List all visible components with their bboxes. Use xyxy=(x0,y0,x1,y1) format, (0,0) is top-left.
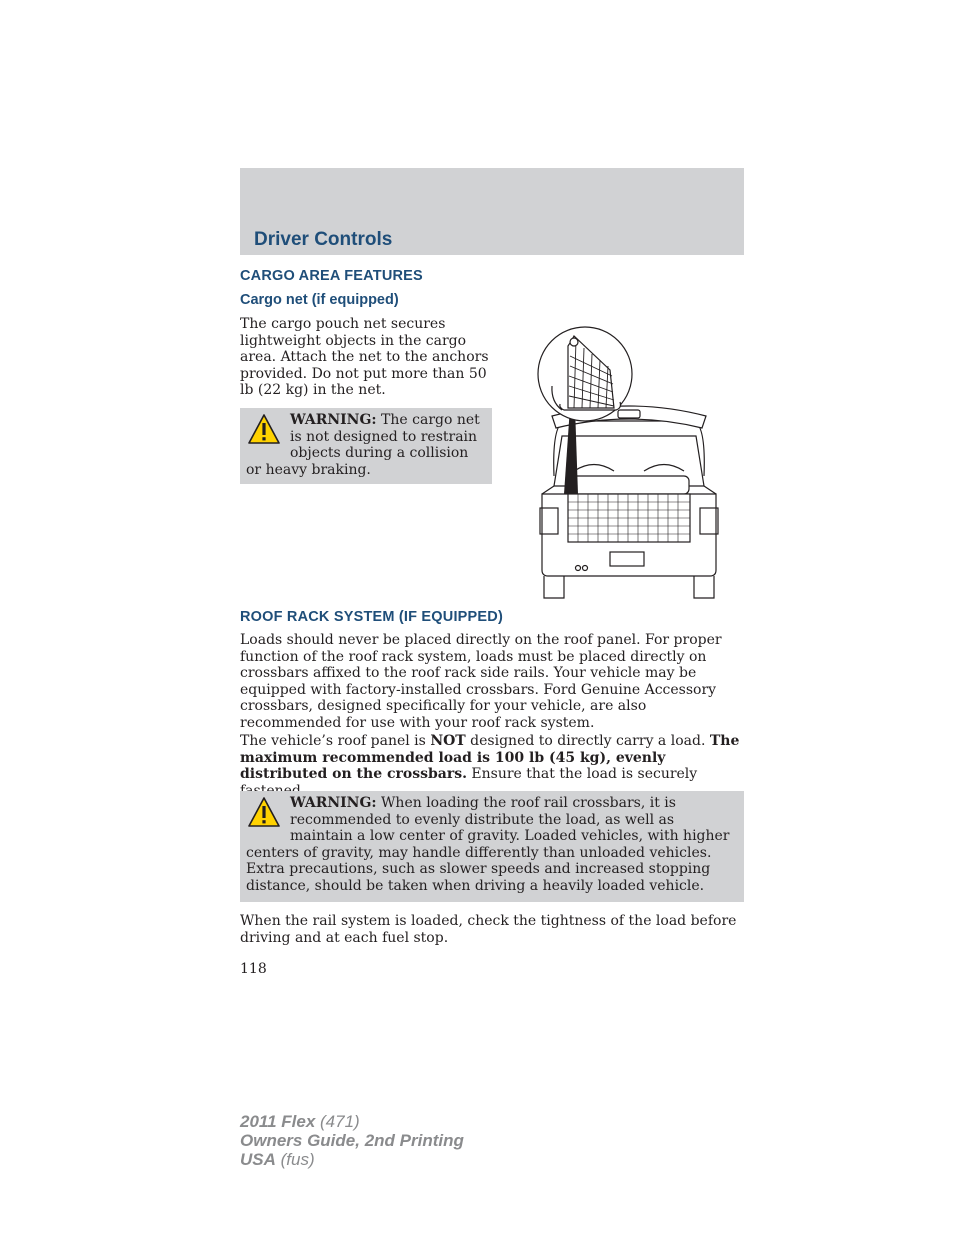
roof-warning-box xyxy=(240,791,744,902)
section-title: Driver Controls xyxy=(254,229,393,250)
roof-para2-not: NOT xyxy=(430,733,466,749)
cargo-heading: CARGO AREA FEATURES xyxy=(240,268,423,284)
cargo-net-illustration xyxy=(534,326,724,600)
footer-region: USA xyxy=(240,1150,276,1169)
cargo-net-subheading: Cargo net (if equipped) xyxy=(240,292,399,308)
warning-label: WARNING: xyxy=(290,412,377,428)
cargo-warning-box xyxy=(240,408,492,484)
roof-rack-paragraph-2 xyxy=(240,733,744,799)
warning-triangle-icon xyxy=(247,412,281,446)
roof-para2-part-e: Ensure that the load is securely xyxy=(471,766,698,782)
roof-para2-part-c: designed to directly carry a load. xyxy=(465,733,710,749)
footer-line-2: Owners Guide, 2nd Printing xyxy=(240,1131,464,1150)
cargo-warning-text: The cargo net is not designed to restrain objects during a collision or heavy braking. xyxy=(246,412,480,478)
page-number: 118 xyxy=(240,961,267,977)
warning-label: WARNING: xyxy=(290,795,377,811)
roof-warning-text: When loading the roof rail crossbars, it is recommended to evenly distribute the load, as well as maintain a low center of gravity. Loaded vehicles, with higher centers of gravity, may handle differently than unloaded vehicles. Extra precautions, such as slower speeds and increased stopping distance, should be taken when driving a heavily loaded vehicle. xyxy=(246,795,730,894)
warning-triangle-icon xyxy=(247,795,281,829)
footer-line-1 xyxy=(240,1112,464,1131)
document-footer xyxy=(240,1112,464,1169)
roof-rack-paragraph-3: When the rail system is loaded, check the tightness of the load before driving and at each fuel stop. xyxy=(240,913,737,946)
roof-rack-paragraph-1: Loads should never be placed directly on the roof panel. For proper function of the roof rack system, loads must be placed directly on crossbars affixed to the roof rack side rails. Your vehicle may be equipped with factory-installed crossbars. Ford Genuine Accessory crossbars, designed specifically for your vehicle, are also recommended for use with your roof rack system. xyxy=(240,632,722,731)
footer-region-code: (fus) xyxy=(275,1150,315,1169)
roof-para2-part-a: The vehicle’s roof panel is xyxy=(240,733,431,749)
section-header-band xyxy=(240,168,744,255)
roof-rack-heading: ROOF RACK SYSTEM (IF EQUIPPED) xyxy=(240,609,503,625)
footer-line-3 xyxy=(240,1150,464,1169)
cargo-net-paragraph: The cargo pouch net secures lightweight objects in the cargo area. Attach the net to the anchors provided. Do not put more than 50 lb (22 kg) in the net. xyxy=(240,316,489,398)
footer-model-code: (471) xyxy=(315,1112,360,1131)
roof-para2-max-load: The maximum recommended load is 100 lb (45 kg), evenly distributed on the crossbars. xyxy=(240,733,740,782)
footer-model: 2011 Flex xyxy=(240,1112,316,1131)
